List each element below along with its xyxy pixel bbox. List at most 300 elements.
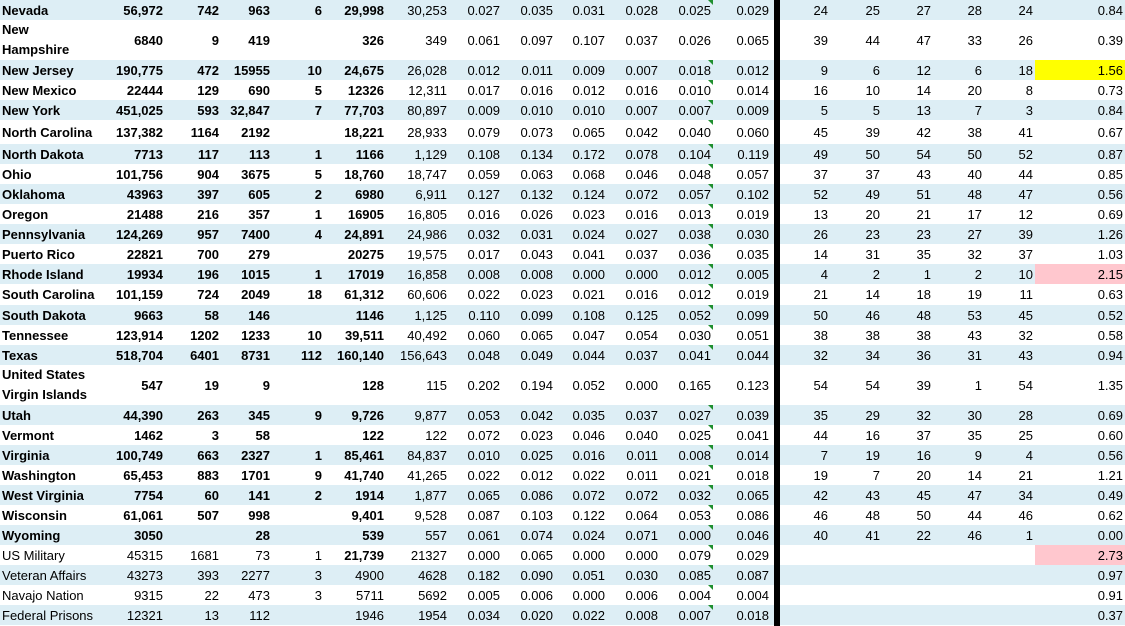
cell-r2[interactable] [502,0,555,20]
cell-ratio[interactable] [1035,545,1125,565]
cell-name[interactable] [0,80,96,100]
cell-k1[interactable] [780,244,830,264]
cell-ratio[interactable] [1035,100,1125,120]
cell-k3[interactable] [882,284,933,305]
cell-c5[interactable] [324,60,386,80]
cell-r5[interactable] [660,244,713,264]
cell-c2[interactable] [165,505,221,525]
cell-c3[interactable] [221,585,272,605]
cell-r4[interactable] [607,405,660,425]
cell-r5[interactable] [660,445,713,465]
cell-r3[interactable] [555,365,607,405]
cell-c2[interactable] [165,80,221,100]
cell-c2[interactable] [165,184,221,204]
cell-k2[interactable] [830,224,882,244]
cell-r6[interactable] [713,100,771,120]
cell-r5[interactable] [660,465,713,485]
cell-k1[interactable] [780,305,830,325]
cell-ratio[interactable] [1035,284,1125,305]
cell-k2[interactable] [830,365,882,405]
cell-k2[interactable] [830,244,882,264]
cell-k4[interactable] [933,204,984,224]
cell-k1[interactable] [780,60,830,80]
cell-r1[interactable] [449,264,502,284]
cell-c5[interactable] [324,365,386,405]
cell-r6[interactable] [713,365,771,405]
cell-k4[interactable] [933,100,984,120]
cell-r1[interactable] [449,80,502,100]
cell-c2[interactable] [165,525,221,545]
cell-r4[interactable] [607,425,660,445]
cell-c6[interactable] [386,264,449,284]
cell-name[interactable] [0,20,96,60]
cell-c5[interactable] [324,284,386,305]
cell-c2[interactable] [165,164,221,184]
cell-k3[interactable] [882,305,933,325]
cell-c6[interactable] [386,425,449,445]
cell-r2[interactable] [502,184,555,204]
cell-r4[interactable] [607,144,660,164]
cell-k3[interactable] [882,184,933,204]
cell-r5[interactable] [660,284,713,305]
cell-c5[interactable] [324,305,386,325]
cell-k1[interactable] [780,325,830,345]
cell-r3[interactable] [555,100,607,120]
cell-ratio[interactable] [1035,120,1125,144]
cell-ratio[interactable] [1035,184,1125,204]
cell-c6[interactable] [386,120,449,144]
cell-k4[interactable] [933,585,984,605]
cell-c5[interactable] [324,345,386,365]
cell-k3[interactable] [882,204,933,224]
cell-r3[interactable] [555,305,607,325]
cell-c3[interactable] [221,565,272,585]
table-row[interactable] [0,585,1125,605]
cell-c4[interactable] [272,605,324,625]
cell-r4[interactable] [607,445,660,465]
cell-ratio[interactable] [1035,264,1125,284]
cell-r2[interactable] [502,144,555,164]
cell-ratio[interactable] [1035,224,1125,244]
cell-r3[interactable] [555,445,607,465]
table-row[interactable] [0,184,1125,204]
cell-k2[interactable] [830,120,882,144]
cell-r2[interactable] [502,445,555,465]
cell-k1[interactable] [780,184,830,204]
cell-k5[interactable] [984,80,1035,100]
cell-k3[interactable] [882,244,933,264]
cell-k1[interactable] [780,465,830,485]
cell-c2[interactable] [165,545,221,565]
cell-r5[interactable] [660,204,713,224]
cell-k3[interactable] [882,164,933,184]
cell-c3[interactable] [221,425,272,445]
cell-c4[interactable] [272,565,324,585]
cell-k4[interactable] [933,465,984,485]
cell-c4[interactable] [272,585,324,605]
cell-k4[interactable] [933,305,984,325]
cell-c3[interactable] [221,445,272,465]
cell-c2[interactable] [165,365,221,405]
cell-c3[interactable] [221,525,272,545]
cell-r5[interactable] [660,80,713,100]
cell-c2[interactable] [165,100,221,120]
cell-r3[interactable] [555,264,607,284]
cell-k2[interactable] [830,565,882,585]
cell-c2[interactable] [165,425,221,445]
cell-k4[interactable] [933,325,984,345]
cell-name[interactable] [0,120,96,144]
cell-r5[interactable] [660,0,713,20]
cell-c1[interactable] [96,605,165,625]
cell-r4[interactable] [607,365,660,405]
cell-k4[interactable] [933,120,984,144]
cell-c4[interactable] [272,80,324,100]
cell-c4[interactable] [272,365,324,405]
cell-k1[interactable] [780,144,830,164]
cell-k5[interactable] [984,164,1035,184]
table-row[interactable] [0,305,1125,325]
cell-ratio[interactable] [1035,585,1125,605]
cell-k2[interactable] [830,204,882,224]
cell-c4[interactable] [272,525,324,545]
cell-c6[interactable] [386,585,449,605]
cell-k4[interactable] [933,264,984,284]
cell-k1[interactable] [780,365,830,405]
cell-ratio[interactable] [1035,345,1125,365]
cell-r3[interactable] [555,505,607,525]
cell-r5[interactable] [660,585,713,605]
cell-r3[interactable] [555,204,607,224]
cell-r3[interactable] [555,144,607,164]
cell-c6[interactable] [386,204,449,224]
cell-r3[interactable] [555,184,607,204]
cell-r6[interactable] [713,485,771,505]
cell-r4[interactable] [607,100,660,120]
cell-r3[interactable] [555,164,607,184]
table-row[interactable] [0,565,1125,585]
cell-c5[interactable] [324,204,386,224]
table-row[interactable] [0,445,1125,465]
cell-c1[interactable] [96,525,165,545]
cell-k4[interactable] [933,525,984,545]
cell-c2[interactable] [165,224,221,244]
cell-k4[interactable] [933,224,984,244]
cell-r1[interactable] [449,325,502,345]
cell-c5[interactable] [324,120,386,144]
cell-c4[interactable] [272,100,324,120]
cell-name[interactable] [0,565,96,585]
cell-k2[interactable] [830,100,882,120]
cell-c4[interactable] [272,20,324,60]
cell-c5[interactable] [324,80,386,100]
cell-r3[interactable] [555,0,607,20]
cell-r5[interactable] [660,60,713,80]
cell-r3[interactable] [555,465,607,485]
cell-c1[interactable] [96,445,165,465]
cell-c5[interactable] [324,465,386,485]
cell-r6[interactable] [713,425,771,445]
cell-name[interactable] [0,485,96,505]
cell-c1[interactable] [96,465,165,485]
cell-k4[interactable] [933,565,984,585]
cell-name[interactable] [0,365,96,405]
table-row[interactable] [0,264,1125,284]
cell-r6[interactable] [713,465,771,485]
cell-name[interactable] [0,144,96,164]
cell-ratio[interactable] [1035,525,1125,545]
cell-ratio[interactable] [1035,505,1125,525]
cell-r1[interactable] [449,60,502,80]
cell-k2[interactable] [830,345,882,365]
table-row[interactable] [0,60,1125,80]
cell-c4[interactable] [272,204,324,224]
cell-r1[interactable] [449,405,502,425]
cell-k2[interactable] [830,445,882,465]
cell-r5[interactable] [660,264,713,284]
cell-k1[interactable] [780,425,830,445]
cell-c1[interactable] [96,264,165,284]
cell-r1[interactable] [449,100,502,120]
cell-r1[interactable] [449,485,502,505]
cell-r2[interactable] [502,585,555,605]
cell-k1[interactable] [780,224,830,244]
cell-name[interactable] [0,605,96,625]
cell-k3[interactable] [882,264,933,284]
cell-c4[interactable] [272,264,324,284]
cell-k3[interactable] [882,605,933,625]
cell-k1[interactable] [780,605,830,625]
cell-r4[interactable] [607,345,660,365]
cell-c2[interactable] [165,445,221,465]
cell-r4[interactable] [607,325,660,345]
cell-c4[interactable] [272,284,324,305]
cell-c3[interactable] [221,204,272,224]
cell-r6[interactable] [713,525,771,545]
cell-ratio[interactable] [1035,60,1125,80]
cell-r6[interactable] [713,605,771,625]
cell-r5[interactable] [660,345,713,365]
cell-k2[interactable] [830,585,882,605]
cell-k1[interactable] [780,284,830,305]
cell-k5[interactable] [984,565,1035,585]
cell-c2[interactable] [165,204,221,224]
table-row[interactable] [0,164,1125,184]
cell-k5[interactable] [984,284,1035,305]
cell-k1[interactable] [780,485,830,505]
cell-r5[interactable] [660,565,713,585]
cell-k2[interactable] [830,425,882,445]
cell-r2[interactable] [502,164,555,184]
cell-name[interactable] [0,224,96,244]
cell-k2[interactable] [830,465,882,485]
cell-c6[interactable] [386,80,449,100]
cell-r6[interactable] [713,60,771,80]
cell-r5[interactable] [660,20,713,60]
cell-k5[interactable] [984,325,1035,345]
cell-name[interactable] [0,505,96,525]
cell-k4[interactable] [933,505,984,525]
cell-r6[interactable] [713,405,771,425]
table-row[interactable] [0,485,1125,505]
cell-c1[interactable] [96,184,165,204]
cell-r2[interactable] [502,20,555,60]
cell-ratio[interactable] [1035,325,1125,345]
cell-c2[interactable] [165,485,221,505]
table-row[interactable] [0,345,1125,365]
cell-c3[interactable] [221,545,272,565]
cell-c1[interactable] [96,0,165,20]
cell-c3[interactable] [221,100,272,120]
cell-r1[interactable] [449,120,502,144]
cell-c6[interactable] [386,405,449,425]
cell-c2[interactable] [165,20,221,60]
cell-k3[interactable] [882,120,933,144]
cell-c6[interactable] [386,0,449,20]
cell-r3[interactable] [555,345,607,365]
cell-k4[interactable] [933,405,984,425]
cell-k3[interactable] [882,585,933,605]
cell-k5[interactable] [984,144,1035,164]
cell-r3[interactable] [555,244,607,264]
cell-k2[interactable] [830,405,882,425]
cell-k1[interactable] [780,164,830,184]
cell-c3[interactable] [221,224,272,244]
cell-name[interactable] [0,345,96,365]
table-row[interactable] [0,325,1125,345]
cell-k2[interactable] [830,184,882,204]
cell-k4[interactable] [933,425,984,445]
cell-r5[interactable] [660,184,713,204]
cell-c3[interactable] [221,465,272,485]
cell-k4[interactable] [933,60,984,80]
cell-c3[interactable] [221,244,272,264]
cell-r6[interactable] [713,144,771,164]
cell-k4[interactable] [933,284,984,305]
cell-c2[interactable] [165,244,221,264]
cell-c3[interactable] [221,345,272,365]
table-row[interactable] [0,545,1125,565]
cell-k3[interactable] [882,365,933,405]
cell-c3[interactable] [221,305,272,325]
cell-c5[interactable] [324,525,386,545]
cell-c6[interactable] [386,545,449,565]
cell-c3[interactable] [221,485,272,505]
cell-r4[interactable] [607,120,660,144]
cell-k2[interactable] [830,164,882,184]
cell-k1[interactable] [780,545,830,565]
cell-r4[interactable] [607,485,660,505]
cell-r3[interactable] [555,20,607,60]
cell-c2[interactable] [165,144,221,164]
cell-r3[interactable] [555,405,607,425]
cell-k5[interactable] [984,345,1035,365]
cell-c4[interactable] [272,0,324,20]
cell-c4[interactable] [272,120,324,144]
cell-ratio[interactable] [1035,164,1125,184]
table-row[interactable] [0,100,1125,120]
cell-r3[interactable] [555,325,607,345]
cell-k3[interactable] [882,345,933,365]
cell-c4[interactable] [272,60,324,80]
cell-k5[interactable] [984,365,1035,405]
table-row[interactable] [0,465,1125,485]
cell-name[interactable] [0,465,96,485]
cell-k1[interactable] [780,100,830,120]
cell-k5[interactable] [984,120,1035,144]
cell-r1[interactable] [449,445,502,465]
cell-c2[interactable] [165,60,221,80]
cell-k2[interactable] [830,60,882,80]
cell-k1[interactable] [780,0,830,20]
cell-c3[interactable] [221,0,272,20]
cell-c1[interactable] [96,60,165,80]
cell-k5[interactable] [984,100,1035,120]
cell-r4[interactable] [607,505,660,525]
cell-r2[interactable] [502,525,555,545]
cell-r4[interactable] [607,465,660,485]
cell-k2[interactable] [830,0,882,20]
cell-c1[interactable] [96,545,165,565]
table-row[interactable] [0,144,1125,164]
table-row[interactable] [0,405,1125,425]
cell-r2[interactable] [502,505,555,525]
cell-r4[interactable] [607,20,660,60]
cell-r4[interactable] [607,80,660,100]
table-row[interactable] [0,20,1125,60]
cell-r4[interactable] [607,605,660,625]
table-row[interactable] [0,525,1125,545]
cell-r2[interactable] [502,425,555,445]
cell-c2[interactable] [165,585,221,605]
cell-c1[interactable] [96,425,165,445]
cell-k1[interactable] [780,264,830,284]
table-row[interactable] [0,365,1125,405]
cell-k5[interactable] [984,585,1035,605]
cell-r5[interactable] [660,365,713,405]
table-row[interactable] [0,244,1125,264]
cell-name[interactable] [0,425,96,445]
cell-k4[interactable] [933,244,984,264]
cell-c5[interactable] [324,585,386,605]
cell-ratio[interactable] [1035,144,1125,164]
cell-k3[interactable] [882,525,933,545]
cell-r2[interactable] [502,80,555,100]
cell-c3[interactable] [221,20,272,60]
cell-k5[interactable] [984,305,1035,325]
table-row[interactable] [0,0,1125,20]
cell-r3[interactable] [555,80,607,100]
cell-c6[interactable] [386,485,449,505]
cell-r1[interactable] [449,545,502,565]
cell-c6[interactable] [386,60,449,80]
table-row[interactable] [0,425,1125,445]
cell-r2[interactable] [502,120,555,144]
cell-r1[interactable] [449,224,502,244]
cell-r6[interactable] [713,305,771,325]
cell-k5[interactable] [984,0,1035,20]
cell-c3[interactable] [221,80,272,100]
cell-r3[interactable] [555,425,607,445]
cell-k5[interactable] [984,465,1035,485]
cell-name[interactable] [0,405,96,425]
cell-r1[interactable] [449,244,502,264]
cell-k2[interactable] [830,80,882,100]
cell-c6[interactable] [386,465,449,485]
cell-c5[interactable] [324,184,386,204]
cell-ratio[interactable] [1035,425,1125,445]
cell-k3[interactable] [882,465,933,485]
